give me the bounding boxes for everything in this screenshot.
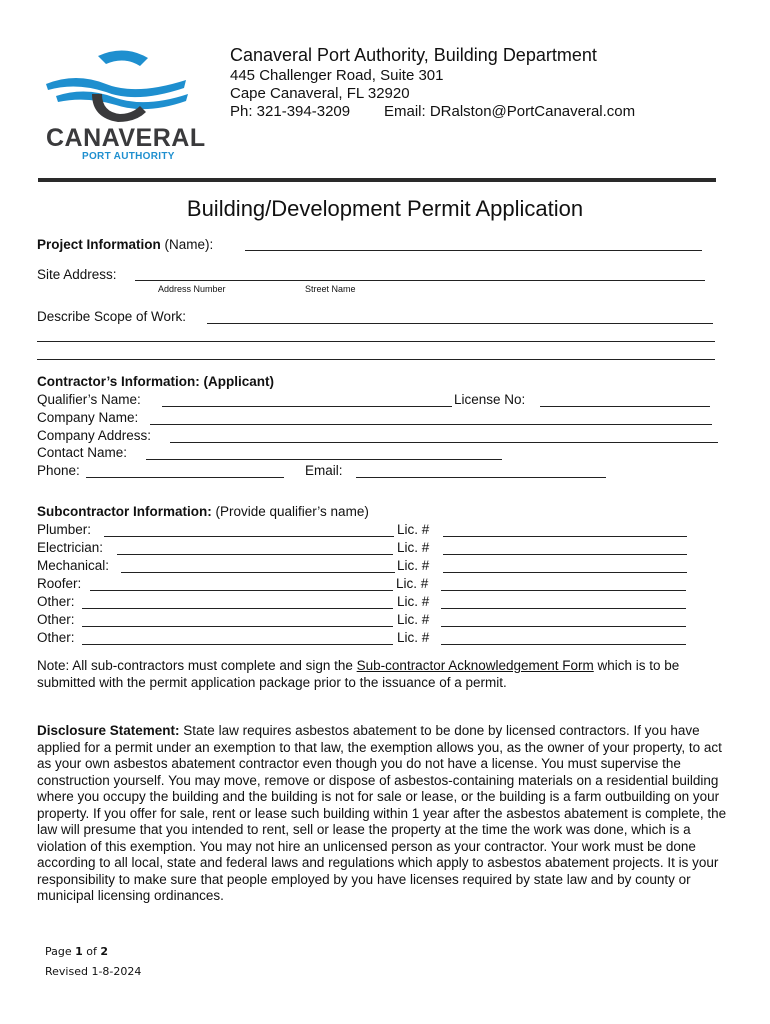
sub-other-1-line[interactable] (82, 608, 393, 609)
sub-other-2-lic-line[interactable] (441, 626, 686, 627)
sub-mechanical-lic-line[interactable] (443, 572, 687, 573)
sub-electrician-lic-label: Lic. # (397, 540, 430, 555)
project-info-bold: Project Information (37, 237, 161, 252)
qualifier-name-line[interactable] (162, 406, 452, 407)
sub-other-3-lic-label: Lic. # (397, 630, 430, 645)
sub-other-3-line[interactable] (82, 644, 393, 645)
disclosure-heading: Disclosure Statement: (37, 723, 180, 738)
page-current: 1 (75, 945, 83, 958)
revised-date: Revised 1-8-2024 (45, 965, 142, 978)
sub-mechanical-line[interactable] (121, 572, 395, 573)
email-line[interactable] (356, 477, 606, 478)
form-title: Building/Development Permit Application (186, 196, 584, 221)
scope-line-3[interactable] (37, 359, 715, 360)
header-rule (38, 178, 716, 182)
address-line-2: Cape Canaveral, FL 32920 (230, 85, 410, 102)
street-name-caption: Street Name (305, 284, 356, 294)
sub-other-2-line[interactable] (82, 626, 393, 627)
page-number (45, 942, 141, 962)
page-of: of (82, 945, 101, 958)
subcontractor-note (37, 658, 737, 691)
address-line-1: 445 Challenger Road, Suite 301 (230, 67, 444, 84)
sub-roofer-label: Roofer: (37, 576, 82, 591)
sub-roofer-lic-line[interactable] (441, 590, 686, 591)
sub-electrician-label: Electrician: (37, 540, 104, 555)
site-address-label: Site Address: (37, 267, 117, 282)
project-name-line[interactable] (245, 250, 702, 251)
subcontractor-heading-bold: Subcontractor Information: (37, 504, 212, 519)
project-info-name-label: (Name): (160, 237, 214, 252)
email-label: Email: (305, 463, 343, 478)
phone-line[interactable] (86, 477, 284, 478)
org-name: Canaveral Port Authority, Building Department (230, 45, 597, 65)
page-pre: Page (45, 945, 76, 958)
project-info-label (37, 237, 213, 253)
sub-roofer-line[interactable] (90, 590, 393, 591)
phone-number: Ph: 321-394-3209 (230, 103, 351, 120)
contact-name-label: Contact Name: (37, 445, 128, 460)
sub-plumber-line[interactable] (104, 536, 394, 537)
scope-line-2[interactable] (37, 341, 715, 342)
sub-electrician-lic-line[interactable] (443, 554, 687, 555)
canaveral-logo (36, 44, 206, 164)
note-post: which is to be submitted with the permit application package prior to the issuance of a permit. (37, 658, 680, 690)
sub-other-2-label: Other: (37, 612, 75, 627)
contact-name-line[interactable] (146, 459, 502, 460)
page-total: 2 (100, 945, 109, 958)
sub-other-1-label: Other: (37, 594, 75, 609)
sub-other-2-lic-label: Lic. # (397, 612, 430, 627)
scope-of-work-label: Describe Scope of Work: (37, 309, 187, 324)
disclosure-statement (37, 723, 737, 905)
contractor-heading: Contractor’s Information: (Applicant) (37, 374, 274, 389)
scope-line-1[interactable] (207, 323, 713, 324)
qualifier-name-label: Qualifier’s Name: (37, 392, 141, 407)
note-pre: Note: All sub-contractors must complete and sign the (37, 658, 357, 673)
license-no-line[interactable] (540, 406, 710, 407)
sub-mechanical-label: Mechanical: (37, 558, 110, 573)
subcontractor-heading-note: (Provide qualifier’s name) (211, 504, 369, 519)
phone-label: Phone: (37, 463, 80, 478)
site-address-line[interactable] (135, 280, 705, 281)
logo-subtitle: PORT AUTHORITY (82, 151, 175, 162)
address-number-caption: Address Number (158, 284, 226, 294)
logo-wordmark: CANAVERAL (46, 124, 206, 152)
sub-electrician-line[interactable] (117, 554, 393, 555)
sub-roofer-lic-label: Lic. # (396, 576, 429, 591)
sub-other-1-lic-label: Lic. # (397, 594, 430, 609)
company-address-line[interactable] (170, 442, 718, 443)
sub-mechanical-lic-label: Lic. # (397, 558, 430, 573)
disclosure-text: State law requires asbestos abatement to be done by licensed contractors. If you have applied for a permit under an exemption to that law, the exemption allows you, as the owner of your property, to act as your own asbestos abatement contractor even though you do not have a license. You must supervise the construction yourself. You may move, remove or dispose of asbestos-containing materials on a residential building where you occupy the building and the building is not for sale or lease, or the building is a farm outbuilding on your property. If you offer for sale, rent or lease such building within 1 year after the asbestos abatement is complete, the law will presume that you intended to rent, sell or lease the property at the time the work was done, which is a violation of this exemption. You may not hire an unlicensed person as your contractor. Your work must be done according to all local, state and federal laws and regulations which apply to asbestos abatement projects. It is your responsibility to make sure that people employed by you have licenses required by state law and by county or municipal licensing ordinances. (37, 723, 727, 903)
email-address: Email: DRalston@PortCanaveral.com (384, 103, 636, 120)
sub-plumber-label: Plumber: (37, 522, 92, 537)
sub-other-3-lic-line[interactable] (441, 644, 686, 645)
page-footer (45, 942, 141, 982)
company-address-label: Company Address: (37, 428, 152, 443)
sub-plumber-lic-line[interactable] (443, 536, 687, 537)
company-name-line[interactable] (150, 424, 712, 425)
license-no-label: License No: (454, 392, 526, 407)
company-name-label: Company Name: (37, 410, 139, 425)
subcontractor-heading (37, 504, 369, 520)
sub-plumber-lic-label: Lic. # (397, 522, 430, 537)
subcontractor-form-link[interactable]: Sub-contractor Acknowledgement Form (356, 658, 594, 673)
sub-other-1-lic-line[interactable] (441, 608, 686, 609)
sub-other-3-label: Other: (37, 630, 75, 645)
